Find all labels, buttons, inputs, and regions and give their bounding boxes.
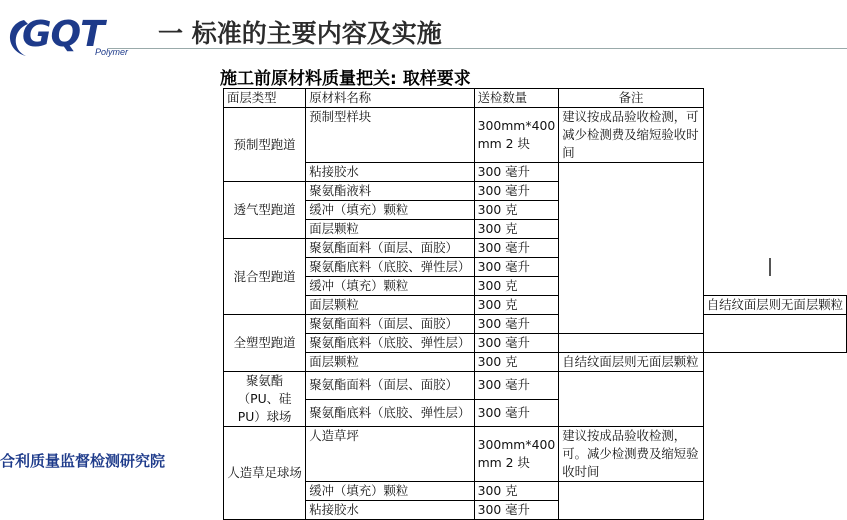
material-cell: 聚氨酯面料（面层、面胶） bbox=[306, 315, 474, 334]
note-cell bbox=[559, 163, 703, 334]
material-cell: 面层颗粒 bbox=[306, 296, 474, 315]
note-cell: 建议按成品验收检测，可减少检测费及缩短验收时间 bbox=[559, 108, 703, 163]
surface-type-cell: 聚氨酯（PU、硅 PU）球场 bbox=[224, 372, 306, 427]
logo-text: GQT bbox=[22, 14, 104, 55]
table-row bbox=[224, 239, 847, 258]
company-logo bbox=[2, 14, 132, 66]
table-row bbox=[224, 353, 847, 372]
quantity-cell: 300 克 bbox=[474, 220, 559, 239]
title-divider bbox=[108, 48, 847, 49]
material-cell: 面层颗粒 bbox=[306, 353, 474, 372]
note-cell: 建议按成品验收检测，可。减少检测费及缩短验收时间 bbox=[559, 427, 703, 482]
note-cell bbox=[703, 315, 846, 353]
note-cell: 自结纹面层则无面层颗粒 bbox=[703, 296, 846, 315]
table-row bbox=[224, 201, 847, 220]
quantity-cell: 300 毫升 bbox=[474, 182, 559, 201]
header-quantity: 送检数量 bbox=[474, 89, 559, 108]
quantity-cell: 300 克 bbox=[474, 277, 559, 296]
cropped-footer-text bbox=[0, 452, 230, 470]
table-row bbox=[224, 296, 847, 315]
material-cell: 预制型样块 bbox=[306, 108, 474, 163]
surface-type-cell: 全塑型跑道 bbox=[224, 315, 306, 372]
table-row bbox=[224, 315, 847, 334]
material-cell: 聚氨酯面料（面层、面胶） bbox=[306, 372, 474, 400]
material-cell: 粘接胶水 bbox=[306, 501, 474, 520]
text-cursor-bar bbox=[769, 258, 771, 276]
note-cell: 自结纹面层则无面层颗粒 bbox=[559, 353, 703, 372]
table-row bbox=[224, 277, 847, 296]
quantity-cell: 300 毫升 bbox=[474, 163, 559, 182]
material-cell: 缓冲（填充）颗粒 bbox=[306, 482, 474, 501]
quantity-cell: 300 毫升 bbox=[474, 501, 559, 520]
sampling-requirements-table bbox=[223, 88, 847, 520]
header-surface-type: 面层类型 bbox=[224, 89, 306, 108]
material-cell: 缓冲（填充）颗粒 bbox=[306, 201, 474, 220]
table-row bbox=[224, 163, 847, 182]
note-cell bbox=[559, 482, 703, 520]
quantity-cell: 300mm*400 mm 2 块 bbox=[474, 427, 559, 482]
material-cell: 人造草坪 bbox=[306, 427, 474, 482]
section-subtitle: 施工前原材料质量把关: 取样要求 bbox=[220, 69, 471, 89]
table-row bbox=[224, 427, 847, 482]
quantity-cell: 300 毫升 bbox=[474, 315, 559, 334]
surface-type-cell: 人造草足球场 bbox=[224, 427, 306, 520]
surface-type-cell: 透气型跑道 bbox=[224, 182, 306, 239]
surface-type-cell: 混合型跑道 bbox=[224, 239, 306, 315]
header-note: 备注 bbox=[559, 89, 703, 108]
table-header-row bbox=[224, 89, 847, 108]
note-cell bbox=[559, 372, 703, 427]
quantity-cell: 300 毫升 bbox=[474, 334, 559, 353]
material-cell: 聚氨酯底料（底胶、弹性层） bbox=[306, 399, 474, 427]
table-row bbox=[224, 372, 847, 400]
quantity-cell: 300mm*400 mm 2 块 bbox=[474, 108, 559, 163]
material-cell: 缓冲（填充）颗粒 bbox=[306, 277, 474, 296]
quantity-cell: 300 克 bbox=[474, 201, 559, 220]
material-cell: 面层颗粒 bbox=[306, 220, 474, 239]
table-row bbox=[224, 220, 847, 239]
quantity-cell: 300 毫升 bbox=[474, 258, 559, 277]
table-row bbox=[224, 258, 847, 277]
quantity-cell: 300 毫升 bbox=[474, 239, 559, 258]
quantity-cell: 300 克 bbox=[474, 353, 559, 372]
table-row bbox=[224, 108, 847, 163]
quantity-cell: 300 毫升 bbox=[474, 372, 559, 400]
quantity-cell: 300 毫升 bbox=[474, 399, 559, 427]
material-cell: 粘接胶水 bbox=[306, 163, 474, 182]
page-title: 一 标准的主要内容及实施 bbox=[158, 19, 442, 48]
surface-type-cell: 预制型跑道 bbox=[224, 108, 306, 182]
quantity-cell: 300 克 bbox=[474, 482, 559, 501]
material-cell: 聚氨酯液料 bbox=[306, 182, 474, 201]
material-cell: 聚氨酯底料（底胶、弹性层） bbox=[306, 334, 474, 353]
quantity-cell: 300 克 bbox=[474, 296, 559, 315]
table-row bbox=[224, 501, 847, 520]
table-row bbox=[224, 182, 847, 201]
table-row bbox=[224, 482, 847, 501]
logo-subtext: Polymer bbox=[95, 47, 129, 57]
material-cell: 聚氨酯底料（底胶、弹性层） bbox=[306, 258, 474, 277]
table-row bbox=[224, 399, 847, 427]
material-cell: 聚氨酯面料（面层、面胶） bbox=[306, 239, 474, 258]
footer-fragment: 合利质量监督检测研究院 bbox=[0, 452, 166, 470]
header-material-name: 原材料名称 bbox=[306, 89, 474, 108]
